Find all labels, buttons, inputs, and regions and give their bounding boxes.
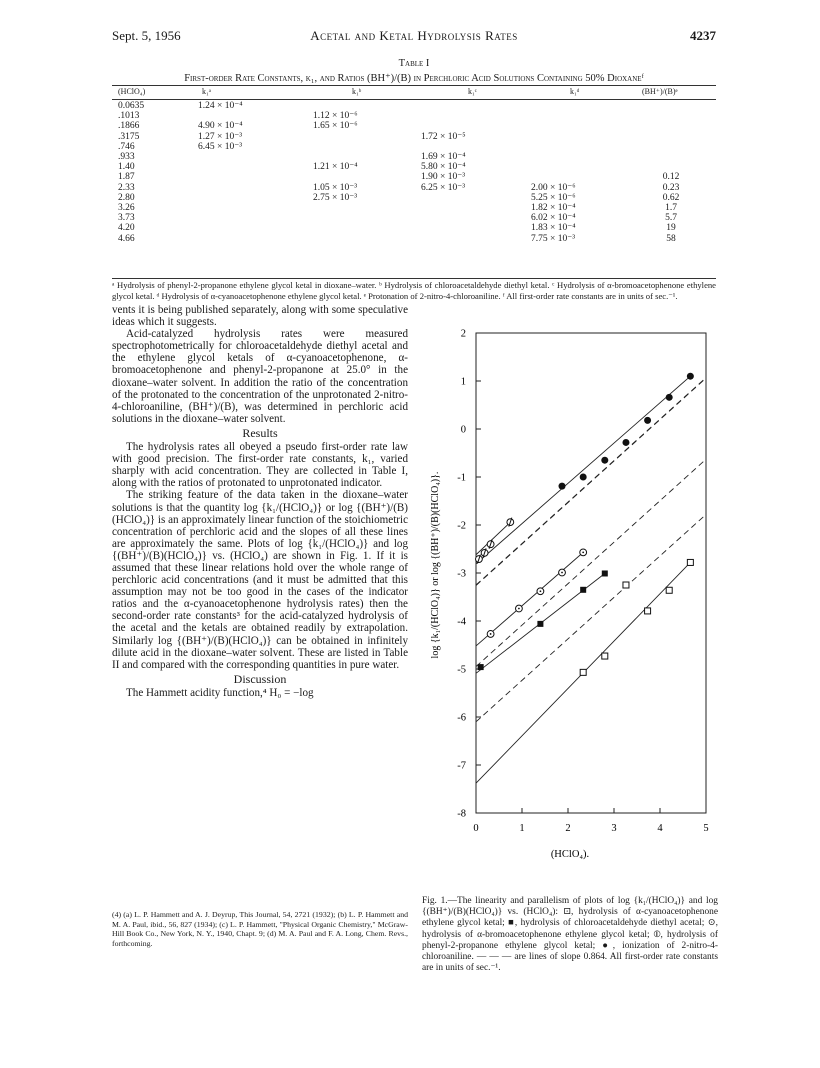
table-cell: 1.87 <box>118 172 135 183</box>
table-cell: 1.21 × 10⁻⁴ <box>313 162 358 173</box>
table-cell: 5.7 <box>665 213 677 224</box>
slope-reference-line <box>476 459 706 666</box>
data-point-filled-square <box>478 664 484 670</box>
x-axis <box>473 808 708 834</box>
data-point-filled-circle <box>559 483 566 490</box>
table-cell: 19 <box>666 223 676 234</box>
table-cell <box>313 142 421 152</box>
table-cell <box>313 203 421 213</box>
table-cell <box>313 234 421 244</box>
plot-frame <box>476 333 706 813</box>
table-cell: 58 <box>666 233 676 244</box>
table-cell <box>531 132 641 142</box>
table-cell: .3175 <box>118 131 140 142</box>
table-header-row <box>112 87 716 99</box>
table-cell <box>313 223 421 233</box>
x-tick-label: 3 <box>611 823 617 834</box>
y-tick-label: -3 <box>457 568 466 580</box>
table-cell: .1013 <box>118 111 140 122</box>
table-cell: 0.23 <box>662 182 680 193</box>
table-cell: 2.75 × 10⁻³ <box>313 192 358 203</box>
data-point-filled-circle <box>687 373 694 380</box>
data-point-circle-dot <box>487 631 494 638</box>
data-point-open-square <box>602 653 608 659</box>
table-cell <box>641 101 701 111</box>
data-point-filled-circle <box>622 439 629 446</box>
table-cell <box>641 121 701 131</box>
x-tick-label: 0 <box>473 823 479 834</box>
data-point-filled-circle <box>666 394 673 401</box>
table-header-rule <box>112 99 716 100</box>
table-cell: 4.66 <box>118 233 135 244</box>
table-cell <box>641 152 701 162</box>
figure-caption: Fig. 1.—The linearity and parallelism of plots of log {k₁/(HClO₄)} and log {(BH⁺)/(B)(HClO₄)} vs. (HClO₄): ⊡, hydrolysis of α-cyanoacetophenone ethylene glycol ketal; ■, hydrolysis of chloroacetaldehyde diethyl acetal; ⊙, hydrolysis of α-bromoacetophenone ethylene glycol ketal; ⦶, hydrolysis of phenyl-2-propanone ethylene glycol ketal; ●, ionization of 2-nitro-4-chloroaniline. — — — are lines of slope 0.864. All first-order rate constants are in units of sec.⁻¹. <box>422 896 718 974</box>
table-caption: First-order Rate Constants, k₁, and Ratios (BH⁺)/(B) in Perchloric Acid Solutions Containing 50% Dioxaneᶠ <box>184 73 644 84</box>
table-cell <box>531 152 641 162</box>
table-row <box>112 152 701 162</box>
data-point-circle-dot <box>559 569 566 576</box>
paragraph: The hydrolysis rates all obeyed a pseudo first-order rate law with good precision. The first-order rate constants, k₁, varied sharply with acid concentration. They are collected in Table I, along with the ratios of protonated to unprotonated indicator. <box>112 441 408 490</box>
table-cell <box>198 203 313 213</box>
table-row <box>112 101 701 111</box>
table-cell <box>421 203 531 213</box>
table-cell: .1866 <box>118 121 140 132</box>
table-cell: 1.83 × 10⁻⁴ <box>531 223 576 234</box>
data-point-circle-dot <box>537 588 544 595</box>
data-point-open-square <box>687 559 693 565</box>
section-heading-discussion: Discussion <box>233 671 287 686</box>
table-cell: 1.05 × 10⁻³ <box>313 182 358 193</box>
y-tick-label: -5 <box>457 664 466 676</box>
table-row <box>112 213 701 223</box>
page-number: 4237 <box>690 28 716 43</box>
table-cell <box>198 152 313 162</box>
table-cell <box>421 213 531 223</box>
table-cell: 1.72 × 10⁻⁵ <box>421 131 466 142</box>
data-point-open-square <box>645 608 651 614</box>
y-axis-label: log {k₁/(HClO₄)} or log {(BH⁺)/(B)(HClO₄)}. <box>430 471 441 659</box>
table-cell <box>313 152 421 162</box>
table-cell <box>198 111 313 121</box>
table-cell: 1.24 × 10⁻⁴ <box>198 101 243 111</box>
data-point-filled-square <box>537 621 543 627</box>
table-cell: 0.12 <box>662 172 680 183</box>
table-header-cell: k₁ᵇ <box>352 87 362 96</box>
data-point-circle-slash <box>481 548 488 557</box>
section-heading-results: Results <box>242 425 278 440</box>
table-cell <box>531 172 641 182</box>
table-cell <box>531 142 641 152</box>
y-tick-label: 0 <box>460 424 466 436</box>
x-tick-label: 1 <box>519 823 525 834</box>
table-cell <box>421 223 531 233</box>
table-header-cell: (HClO₄) <box>118 87 146 96</box>
table-cell: 6.02 × 10⁻⁴ <box>531 213 576 224</box>
table-header-cell: k₁ᵃ <box>202 87 211 96</box>
data-point-open-square <box>580 669 586 675</box>
table-cell <box>198 234 313 244</box>
table-cell <box>313 172 421 182</box>
data-point-filled-circle <box>644 417 651 424</box>
table-cell: 4.90 × 10⁻⁴ <box>198 121 243 132</box>
x-axis-label: (HClO₄). <box>550 849 590 860</box>
table-cell: 1.90 × 10⁻³ <box>421 172 466 183</box>
table-header-cell: k₁ᵈ <box>570 87 580 96</box>
table-cell: .746 <box>118 141 135 152</box>
paragraph: The striking feature of the data taken in the dioxane–water solutions is that the quantity log {k₁/(HClO₄)} or log {(BH⁺)/(B)(HClO₄)} is an approximately linear function of the stoichiometric concentration of perchloric acid and the slopes of all these lines are approximately the same. Plots of log {k₁/(HClO₄)} and log {(BH⁺)/(B)(HClO₄)} vs. (HClO₄) are shown in Fig. 1. If it is assumed that these linear relations hold over the whole range of perchloric acid concentrations (and it must be admitted that this assumption may not be too good in the cases of the indicator ratios and the α-cyanoacetophenone hydrolysis rates) then the second-order rate constants³ for the acid-catalyzed hydrolysis of the acetal and the ketals are obtained readily by extrapolation. Similarly log {(BH⁺)/(B)(HClO₄)} can be obtained in infinitely dilute acid in the dioxane–water solvent. These are listed in Table II and compared with the corresponding quantities in pure water. <box>112 489 408 671</box>
table-header-cell: (BH⁺)/(B)ᵉ <box>642 87 678 96</box>
table-row <box>112 111 701 121</box>
table-title: Table I <box>398 58 430 69</box>
table-cell <box>421 234 531 244</box>
table-cell <box>531 111 641 121</box>
table-row <box>112 203 701 213</box>
table-cell: 2.33 <box>118 182 135 193</box>
table-top-rule <box>112 85 716 86</box>
x-tick-label: 5 <box>703 823 709 834</box>
table-cell: 1.69 × 10⁻⁴ <box>421 152 466 163</box>
table-cell <box>198 193 313 203</box>
table-cell <box>641 142 701 152</box>
fit-line <box>476 376 690 564</box>
y-tick-label: 2 <box>460 328 466 340</box>
table-cell <box>313 132 421 142</box>
table-cell: 4.20 <box>118 223 135 234</box>
table-row <box>112 193 701 203</box>
table-cell: 3.73 <box>118 213 135 224</box>
table-cell: 3.26 <box>118 203 135 214</box>
y-tick-label: -1 <box>457 472 466 484</box>
table-row <box>112 172 701 182</box>
y-tick-label: -2 <box>457 520 466 532</box>
data-point-filled-square <box>602 570 608 576</box>
paragraph: Acid-catalyzed hydrolysis rates were measured spectrophotometrically for chloroacetaldehyde diethyl acetal and the ethylene glycol ketals of α-cyanoacetophenone, α-bromoacetophenone and phenyl-2-propanone at 25.0° in the dioxane–water solvent. In addition the ratio of the concentration of the protonated to the concentration of the unprotonated 2-nitro-4-chloroaniline, (BH⁺)/(B), was determined in perchloric acid solutions in the dioxane–water solvent. <box>112 328 408 425</box>
table-cell: 1.12 × 10⁻⁶ <box>313 111 358 122</box>
data-point-circle-slash <box>476 555 483 564</box>
data-point-circle-slash <box>487 540 494 549</box>
table-row <box>112 223 701 233</box>
data-point-filled-square <box>580 587 586 593</box>
table-row <box>112 234 701 244</box>
paragraph: The Hammett acidity function,⁴ H₀ = −log <box>126 686 314 699</box>
table-cell <box>531 121 641 131</box>
running-head <box>112 28 716 48</box>
figure-1-chart <box>420 295 720 865</box>
table-cell <box>641 162 701 172</box>
running-head-date: Sept. 5, 1956 <box>112 28 181 43</box>
y-tick-label: -6 <box>457 712 466 724</box>
table-cell: 7.75 × 10⁻³ <box>531 233 576 244</box>
table-cell: 1.7 <box>665 203 677 214</box>
data-point-circle-dot <box>580 549 587 556</box>
data-point-open-square <box>623 582 629 588</box>
table-header-cell: k₁ᶜ <box>468 87 477 96</box>
table-cell: 1.27 × 10⁻³ <box>198 131 243 142</box>
table-cell <box>421 193 531 203</box>
x-tick-label: 4 <box>657 823 663 834</box>
rate-constant-table <box>112 101 701 244</box>
table-cell: 2.80 <box>118 192 135 203</box>
table-cell <box>198 162 313 172</box>
slope-reference-line <box>476 514 706 721</box>
data-point-circle-dot <box>516 605 523 612</box>
table-cell: 5.80 × 10⁻⁴ <box>421 162 466 173</box>
y-tick-label: -4 <box>457 616 466 628</box>
data-point-circle-slash <box>507 518 514 527</box>
table-bottom-rule <box>112 278 716 279</box>
y-axis <box>457 329 481 820</box>
table-row <box>112 132 701 142</box>
table-cell: 0.0635 <box>118 101 145 111</box>
table-row <box>112 121 701 131</box>
table-cell: 6.45 × 10⁻³ <box>198 141 243 152</box>
table-cell: 0.62 <box>662 192 680 203</box>
table-cell <box>198 213 313 223</box>
table-cell <box>421 121 531 131</box>
table-cell <box>421 142 531 152</box>
table-cell: .933 <box>118 152 135 163</box>
table-footnotes: ᵃ Hydrolysis of phenyl-2-propanone ethylene glycol ketal in dioxane–water. ᵇ Hydrolysis of chloroacetaldehyde diethyl ketal. ᶜ Hydrolysis of α-bromoacetophenone ethylene glycol ketal. ᵈ Hydrolysis of α-cyanoacetophenone ethylene glycol ketal. ᵉ Protonation of 2-nitro-4-chloroaniline. ᶠ All first-order rate constants are in units of sec.⁻¹. <box>112 280 716 301</box>
table-cell <box>313 101 421 111</box>
table-cell: 2.00 × 10⁻⁶ <box>531 182 576 193</box>
footnote-references: (4) (a) L. P. Hammett and A. J. Deyrup, This Journal, 54, 2721 (1932); (b) L. P. Hammett and M. A. Paul, ibid., 56, 827 (1934); (c) L. P. Hammett, "Physical Organic Chemistry," McGraw-Hill Book Co., New York, N. Y., 1940, Chapt. 9; (d) M. A. Paul and F. A. Long, Chem. Revs., forthcoming. <box>112 910 408 948</box>
y-tick-label: -8 <box>457 808 466 820</box>
table-cell <box>198 223 313 233</box>
table-cell <box>198 183 313 193</box>
table-cell: 5.25 × 10⁻⁶ <box>531 192 576 203</box>
fit-lines <box>476 376 706 783</box>
y-tick-label: -7 <box>457 760 466 772</box>
x-tick-label: 2 <box>565 823 571 834</box>
body-text <box>112 304 408 699</box>
table-row <box>112 183 701 193</box>
table-cell <box>641 132 701 142</box>
paragraph: vents it is being published separately, along with some speculative ideas which it suggests. <box>112 304 408 329</box>
table-cell: 1.82 × 10⁻⁴ <box>531 203 576 214</box>
slope-reference-line <box>476 378 706 585</box>
data-point-open-square <box>666 587 672 593</box>
table-cell <box>531 101 641 111</box>
data-points <box>476 373 694 676</box>
table-cell <box>531 162 641 172</box>
table-cell <box>421 101 531 111</box>
table-row <box>112 142 701 152</box>
table-cell: 1.40 <box>118 162 135 173</box>
running-head-title: Acetal and Ketal Hydrolysis Rates <box>310 28 518 43</box>
data-point-filled-circle <box>580 474 587 481</box>
table-cell <box>641 111 701 121</box>
table-cell: 1.65 × 10⁻⁶ <box>313 121 358 132</box>
table-cell <box>313 213 421 223</box>
data-point-filled-circle <box>601 457 608 464</box>
y-tick-label: 1 <box>460 376 466 388</box>
table-cell: 6.25 × 10⁻³ <box>421 182 466 193</box>
table-cell <box>198 172 313 182</box>
table-row <box>112 162 701 172</box>
table-cell <box>421 111 531 121</box>
